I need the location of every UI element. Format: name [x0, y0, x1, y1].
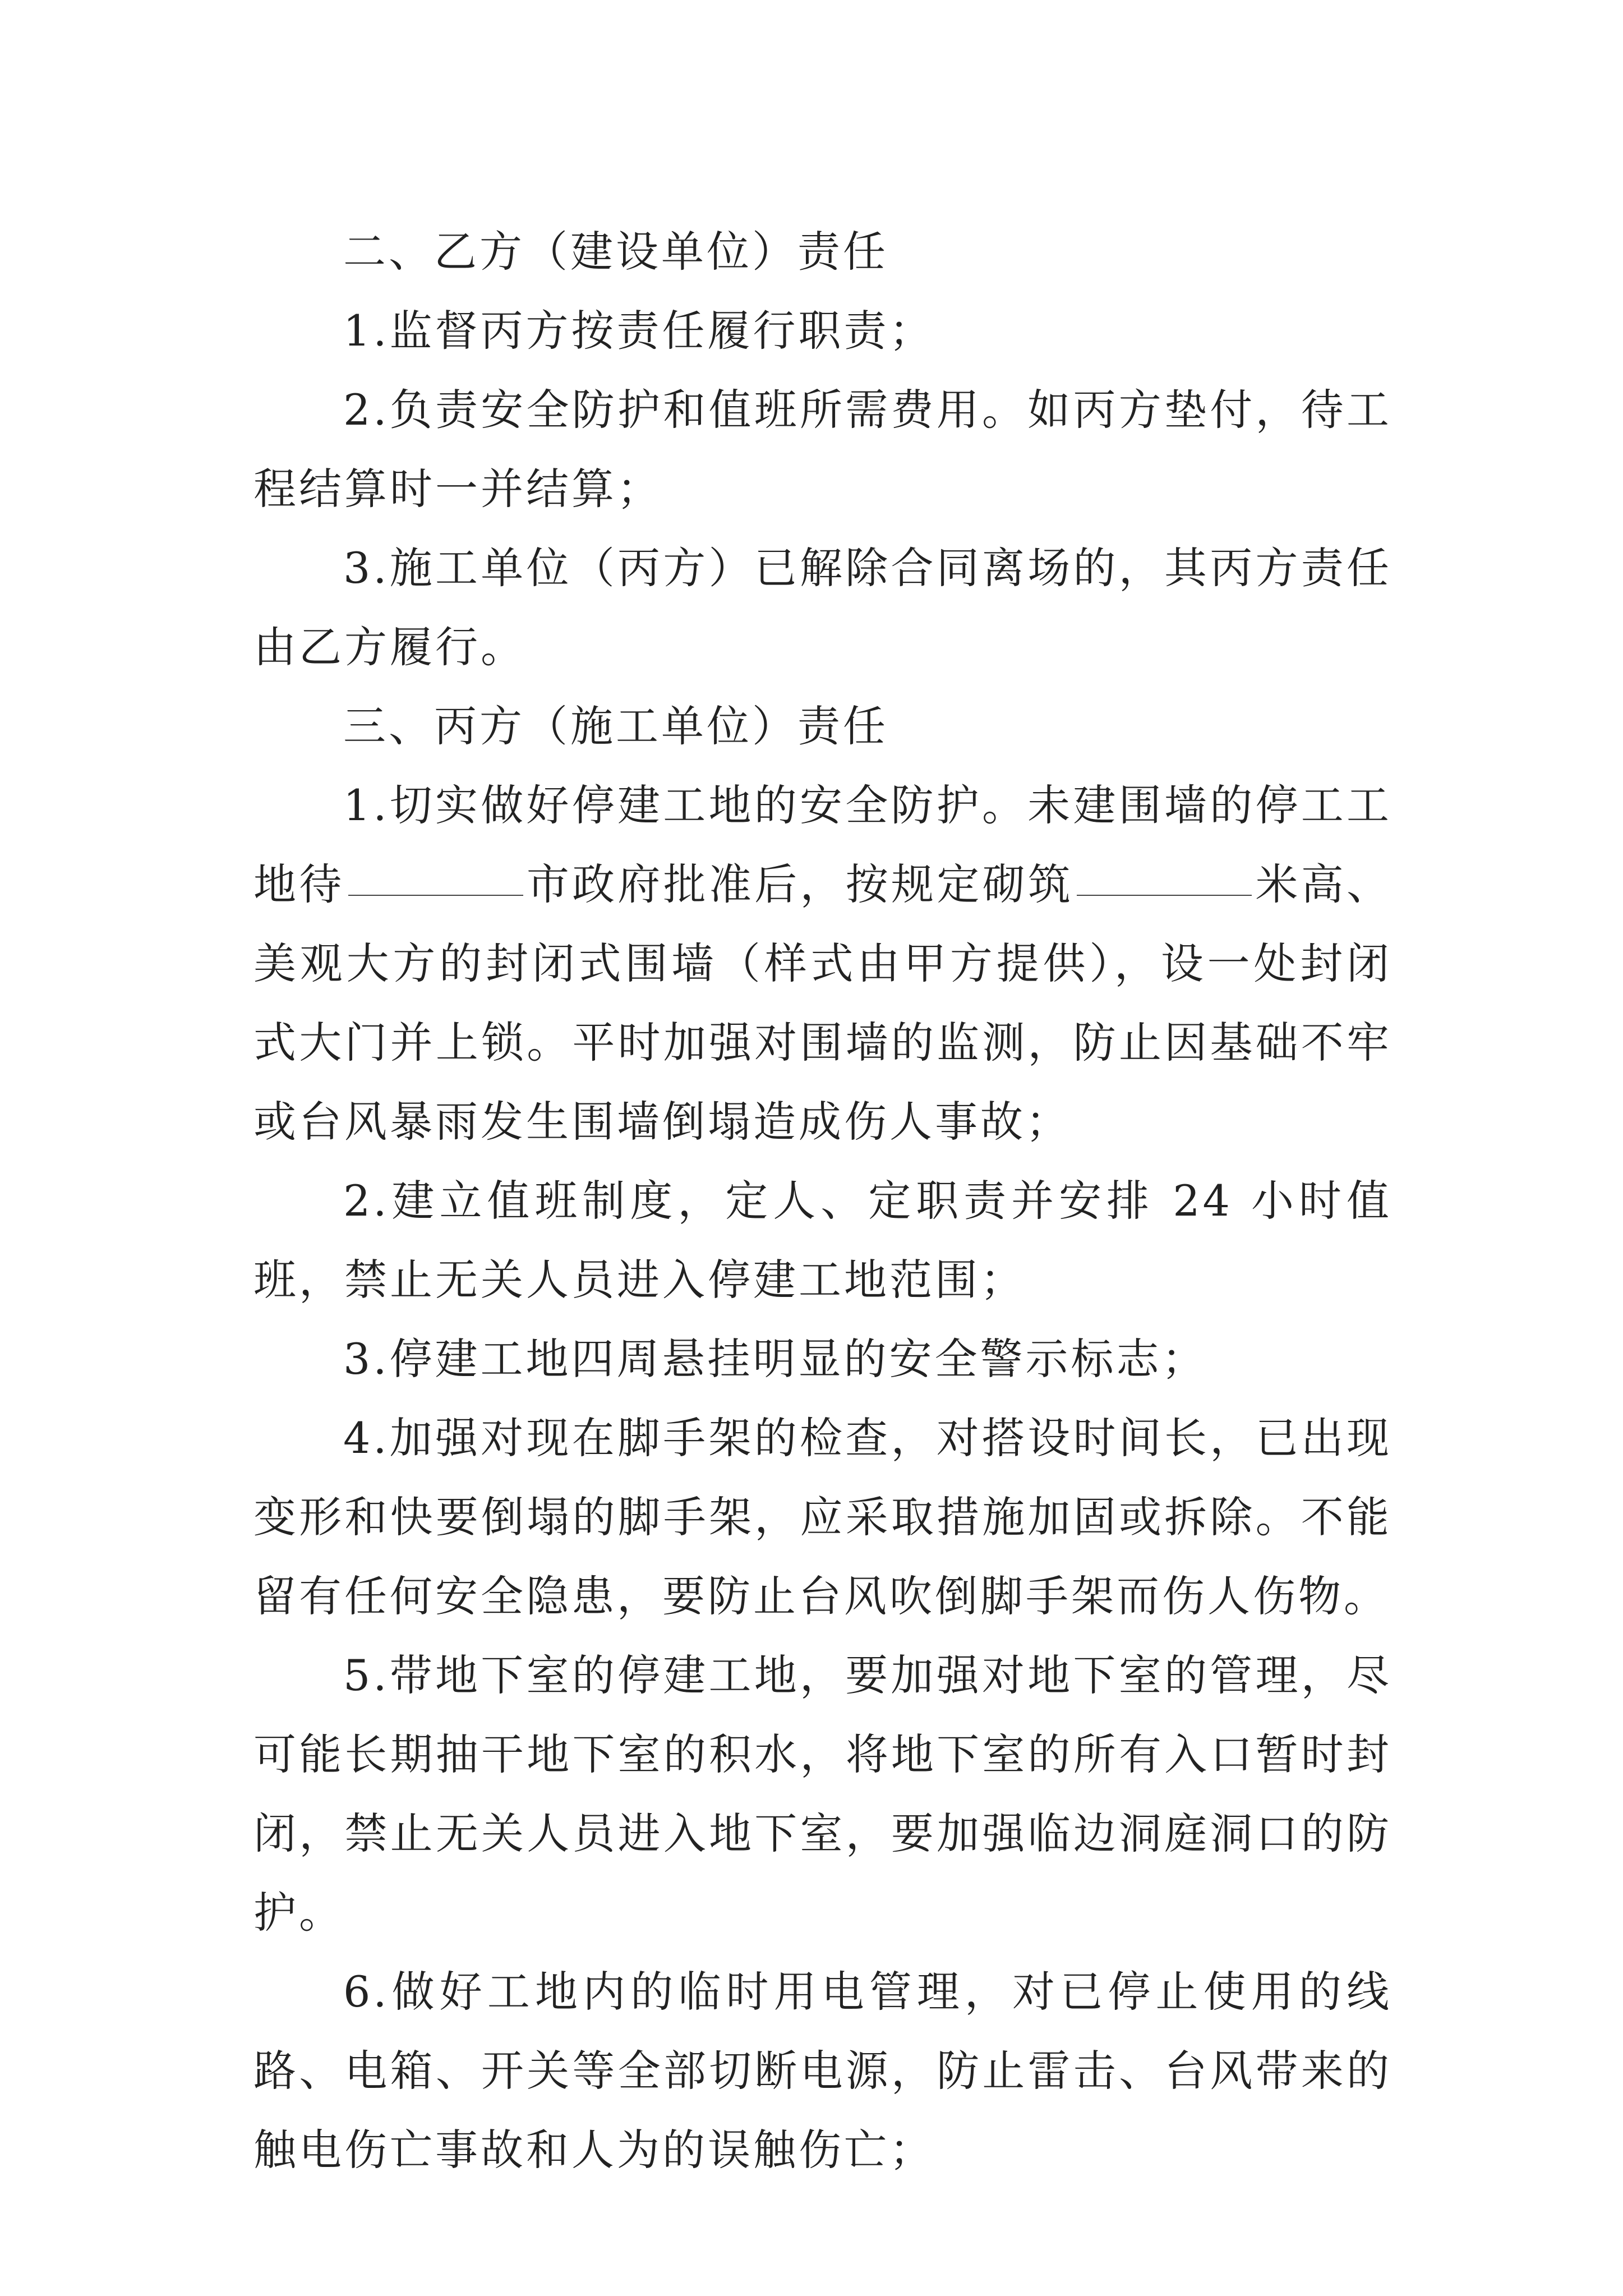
party-c-item-1-text-b: 市政府批准后，按规定砌筑 — [526, 859, 1074, 909]
fill-in-blank-line — [1077, 855, 1252, 896]
party-c-item-1 — [253, 766, 1392, 1161]
party-c-item-6: 6.做好工地内的临时用电管理，对已停止使用的线路、电箱、开关等全部切断电源，防止雷击、台风带来的触电伤亡事故和人为的误触伤亡； — [253, 1967, 1392, 2175]
party-b-item-3: 3.施工单位（丙方）已解除合同离场的，其丙方责任由乙方履行。 — [253, 543, 1392, 672]
fill-in-blank-line — [348, 855, 523, 896]
document-body — [253, 212, 1392, 2189]
party-c-item-2: 2.建立值班制度，定人、定职责并安排 24 小时值班，禁止无关人员进入停建工地范围； — [253, 1176, 1392, 1305]
party-c-item-4: 4.加强对现在脚手架的检查，对搭设时间长，已出现变形和快要倒塌的脚手架，应采取措施加固或拆除。不能留有任何安全隐患，要防止台风吹倒脚手架而伤人伤物。 — [253, 1413, 1392, 1621]
section-heading-party-c: 三、丙方（施工单位）责任 — [343, 701, 888, 751]
party-c-item-1-text-a: 1.切实做好停建工地的安全防护。未建围墙的停工工地待 — [253, 780, 1392, 909]
section-heading-party-b: 二、乙方（建设单位）责任 — [343, 227, 888, 277]
party-b-item-2: 2.负责安全防护和值班所需费用。如丙方垫付，待工程结算时一并结算； — [253, 385, 1392, 514]
party-c-item-3: 3.停建工地四周悬挂明显的安全警示标志； — [343, 1334, 1207, 1384]
party-b-item-1: 1.监督丙方按责任履行职责； — [343, 306, 935, 356]
party-c-item-5: 5.带地下室的停建工地，要加强对地下室的管理，尽可能长期抽干地下室的积水，将地下室的所有入口暂时封闭，禁止无关人员进入地下室，要加强临边洞庭洞口的防护。 — [253, 1650, 1392, 1938]
party-c-item-1-text-c: 米高、美观大方的封闭式围墙（样式由甲方提供），设一处封闭式大门并上锁。平时加强对围墙的监测，防止因基础不牢或台风暴雨发生围墙倒塌造成伤人事故； — [253, 859, 1393, 1147]
